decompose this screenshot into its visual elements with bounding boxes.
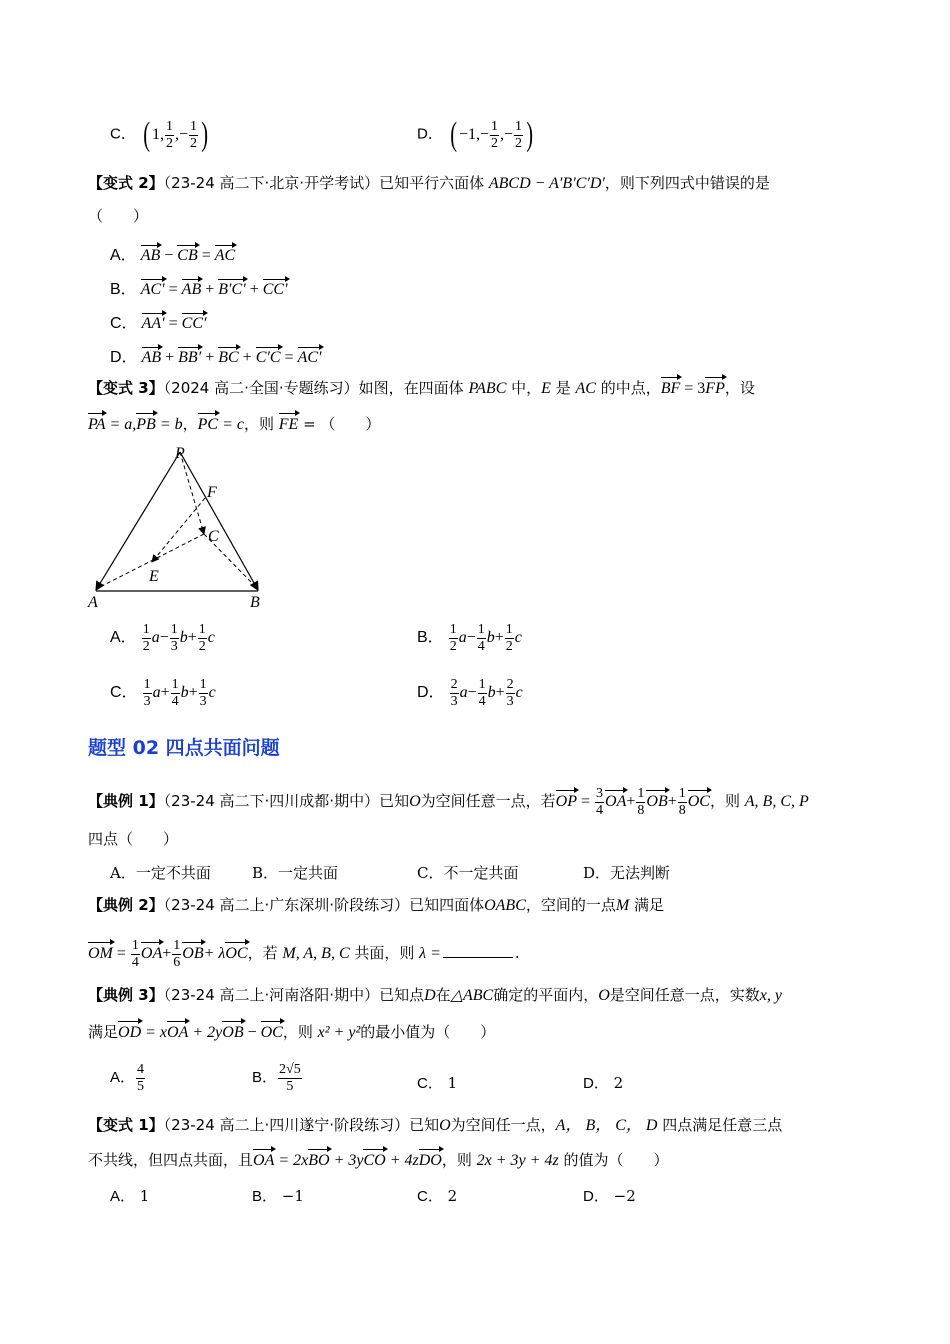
edge-pa [96,452,180,590]
label-f: F [207,484,217,501]
example-1-option-a[interactable]: A．一定不共面 [110,864,211,882]
tetrahedron-figure [80,440,280,615]
variant-1-option-c[interactable]: C． 2 [417,1187,458,1205]
example-1-question: 【典例 1】（23-24 高二下·四川成都·期中）已知O为空间任意一点，若OP = $\frac{3}{4}$ OA+ $\frac{1}{8}$ OB+ $\frac{1}{8}$ OC，则 A, B, C, P [88,786,809,818]
example-1-option-c[interactable]: C．不一定共面 [417,864,519,882]
example-1-option-d[interactable]: D．无法判断 [583,864,671,882]
variant-2-option-c[interactable]: C． AA′ = CC′ [110,315,207,332]
example-2-condition: OM = $\frac{1}{4}$ OA+ $\frac{1}{6}$ OB+ λOC，若 M, A, B, C 共面，则 λ = . [88,938,520,970]
example-3-option-b[interactable]: B． $\frac{2√5}{5}$ [252,1062,301,1094]
variant-3-option-d[interactable]: D． $\frac{2}{3}$ a− $\frac{1}{4}$ b+ $\frac{2}{3}$ c [417,677,523,709]
label-c: C [208,528,219,545]
label-p: P [175,445,185,462]
variant-2-option-b[interactable]: B． AC′ = AB + B′C′ + CC′ [110,281,288,298]
example-3-option-a[interactable]: A． $\frac{4}{5}$ [110,1062,145,1094]
example-1-question-cont: 四点（ ） [88,830,179,848]
variant-1-option-d[interactable]: D． −2 [583,1187,636,1205]
variant-3-option-a[interactable]: A． $\frac{1}{2}$ a− $\frac{1}{3}$ b+ $\frac{1}{2}$ c [110,622,215,654]
variant-3-given: PA = a,PB = b，PC = c，则 FE = （ ） [88,415,381,433]
prev-option-c[interactable]: C． ( 1, $\frac{1}{2}$ ,− $\frac{1}{2}$ ) [110,116,209,153]
variant-1-option-a[interactable]: A． 1 [110,1187,150,1205]
example-3-condition: 满足OD = xOA + 2yOB − OC，则 x² + y²的最小值为（ ） [88,1023,496,1041]
variant-2-option-a[interactable]: A． AB − CB = AC [110,247,236,264]
section-title: 题型 02 四点共面问题 [88,737,280,759]
edge-pc [180,452,204,534]
label-e: E [149,568,159,585]
vector-fe [152,498,205,562]
example-2-question: 【典例 2】（23-24 高二上·广东深圳·阶段练习）已知四面体OABC，空间的一点M 满足 [88,896,664,914]
answer-blank[interactable] [443,957,513,958]
variant-2-paren: （ ） [88,207,149,225]
variant-3-question: 【变式 3】（2024 高二·全国·专题练习）如图，在四面体 PABC 中，E 是 AC 的中点，BF = 3FP，设 [88,379,755,397]
variant-3-option-b[interactable]: B． $\frac{1}{2}$ a− $\frac{1}{4}$ b+ $\frac{1}{2}$ c [417,622,522,654]
edge-pb [180,452,258,590]
prev-option-d[interactable]: D． ( −1,− $\frac{1}{2}$ ,− $\frac{1}{2}$ ) [417,116,534,153]
label-a: A [88,594,98,611]
variant-1-option-b[interactable]: B． −1 [252,1187,304,1205]
example-3-option-d[interactable]: D． 2 [583,1074,624,1092]
variant-3-option-c[interactable]: C． $\frac{1}{3}$ a+ $\frac{1}{4}$ b+ $\frac{1}{3}$ c [110,677,216,709]
variant-1-question: 【变式 1】（23-24 高二上·四川遂宁·阶段练习）已知O为空间任一点，A， B， C， D 四点满足任意三点 [88,1116,783,1134]
example-1-option-b[interactable]: B．一定共面 [252,864,339,882]
example-3-question: 【典例 3】（23-24 高二上·河南洛阳·期中）已知点D在△ABC确定的平面内，O是空间任意一点，实数x, y [88,986,782,1004]
label-b: B [250,594,260,611]
example-3-option-c[interactable]: C． 1 [417,1074,458,1092]
variant-2-option-d[interactable]: D． AB + BB′ + BC + C′C = AC′ [110,349,322,366]
variant-1-condition: 不共线，但四点共面，且OA = 2xBO + 3yCO + 4zDO，则 2x + 3y + 4z 的值为（ ） [88,1151,669,1169]
variant-2-question: 【变式 2】（23-24 高二下·北京·开学考试）已知平行六面体 ABCD − A′B′C′D′，则下列四式中错误的是 [88,174,770,192]
